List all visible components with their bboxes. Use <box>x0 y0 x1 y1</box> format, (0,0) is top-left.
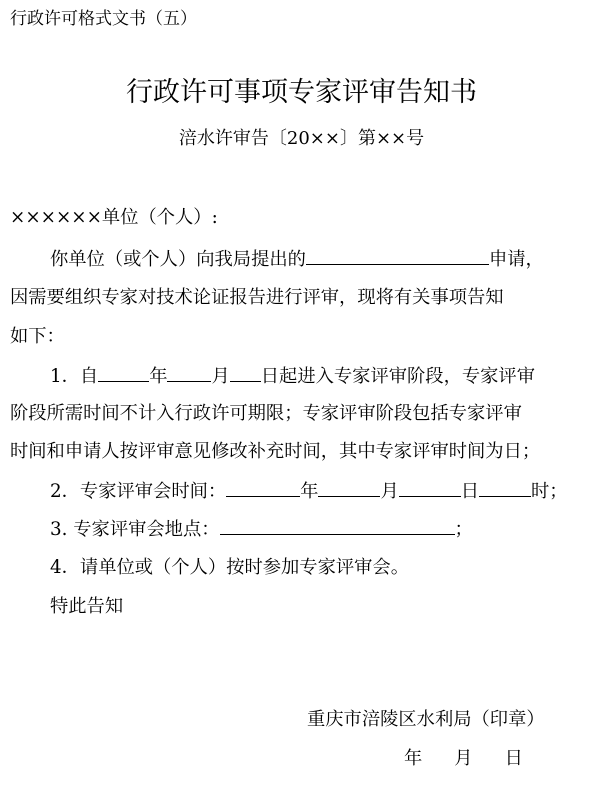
document-title: 行政许可事项专家评审告知书 <box>126 77 477 108</box>
form-label: 行政许可格式文书（五） <box>10 9 197 29</box>
signature-month: 月 <box>454 748 473 769</box>
item2-month-label: 月 <box>380 481 399 502</box>
item2-hour-label: 时； <box>531 481 568 502</box>
item2-month-blank <box>318 478 380 497</box>
item1-line-3: 时间和申请人按评审意见修改补充时间，其中专家评审时间为日； <box>10 441 541 462</box>
signature-year: 年 <box>404 748 423 769</box>
item2-year-blank <box>226 478 300 497</box>
item3-place-blank <box>220 516 455 535</box>
addressee: ××××××单位（个人）: <box>10 207 218 228</box>
item4-line: 4．请单位或（个人）按时参加专家评审会。 <box>50 557 409 578</box>
item3-suffix: ； <box>454 519 473 540</box>
item2-line <box>50 478 568 505</box>
item1-year-blank <box>98 363 149 382</box>
item1-day-text: 日起进入专家评审阶段，专家评审 <box>260 366 535 387</box>
intro-line-3: 如下： <box>10 326 65 347</box>
intro-text-2: 申请， <box>488 249 544 270</box>
item3-line <box>50 516 473 543</box>
item1-year-label: 年 <box>149 366 168 387</box>
item1-day-blank <box>230 363 261 382</box>
intro-line-1 <box>50 246 544 273</box>
item1-line-2: 阶段所需时间不计入行政许可期限；专家评审阶段包括专家评审 <box>10 403 522 424</box>
item2-day-blank <box>399 478 461 497</box>
signature-date <box>404 746 523 772</box>
signature-organization: 重庆市涪陵区水利局（印章） <box>307 709 545 730</box>
item1-month-blank <box>167 363 211 382</box>
intro-line-2: 因需要组织专家对技术论证报告进行评审，现将有关事项告知 <box>10 287 504 308</box>
item2-year-label: 年 <box>300 481 319 502</box>
signature-day: 日 <box>504 748 523 769</box>
item2-prefix: 2．专家评审会时间： <box>50 481 227 502</box>
document-number: 涪水许审告〔20××〕第××号 <box>178 128 425 149</box>
closing-text: 特此告知 <box>50 596 124 617</box>
item1-line-1 <box>50 363 535 390</box>
item1-prefix: 1．自 <box>50 366 99 387</box>
application-blank <box>306 246 489 265</box>
item3-prefix: 3. 专家评审会地点： <box>50 519 220 540</box>
item2-day-label: 日 <box>460 481 480 502</box>
item1-month-label: 月 <box>211 366 230 387</box>
intro-text-1: 你单位（或个人）向我局提出的 <box>50 249 306 270</box>
item2-hour-blank <box>479 478 531 497</box>
